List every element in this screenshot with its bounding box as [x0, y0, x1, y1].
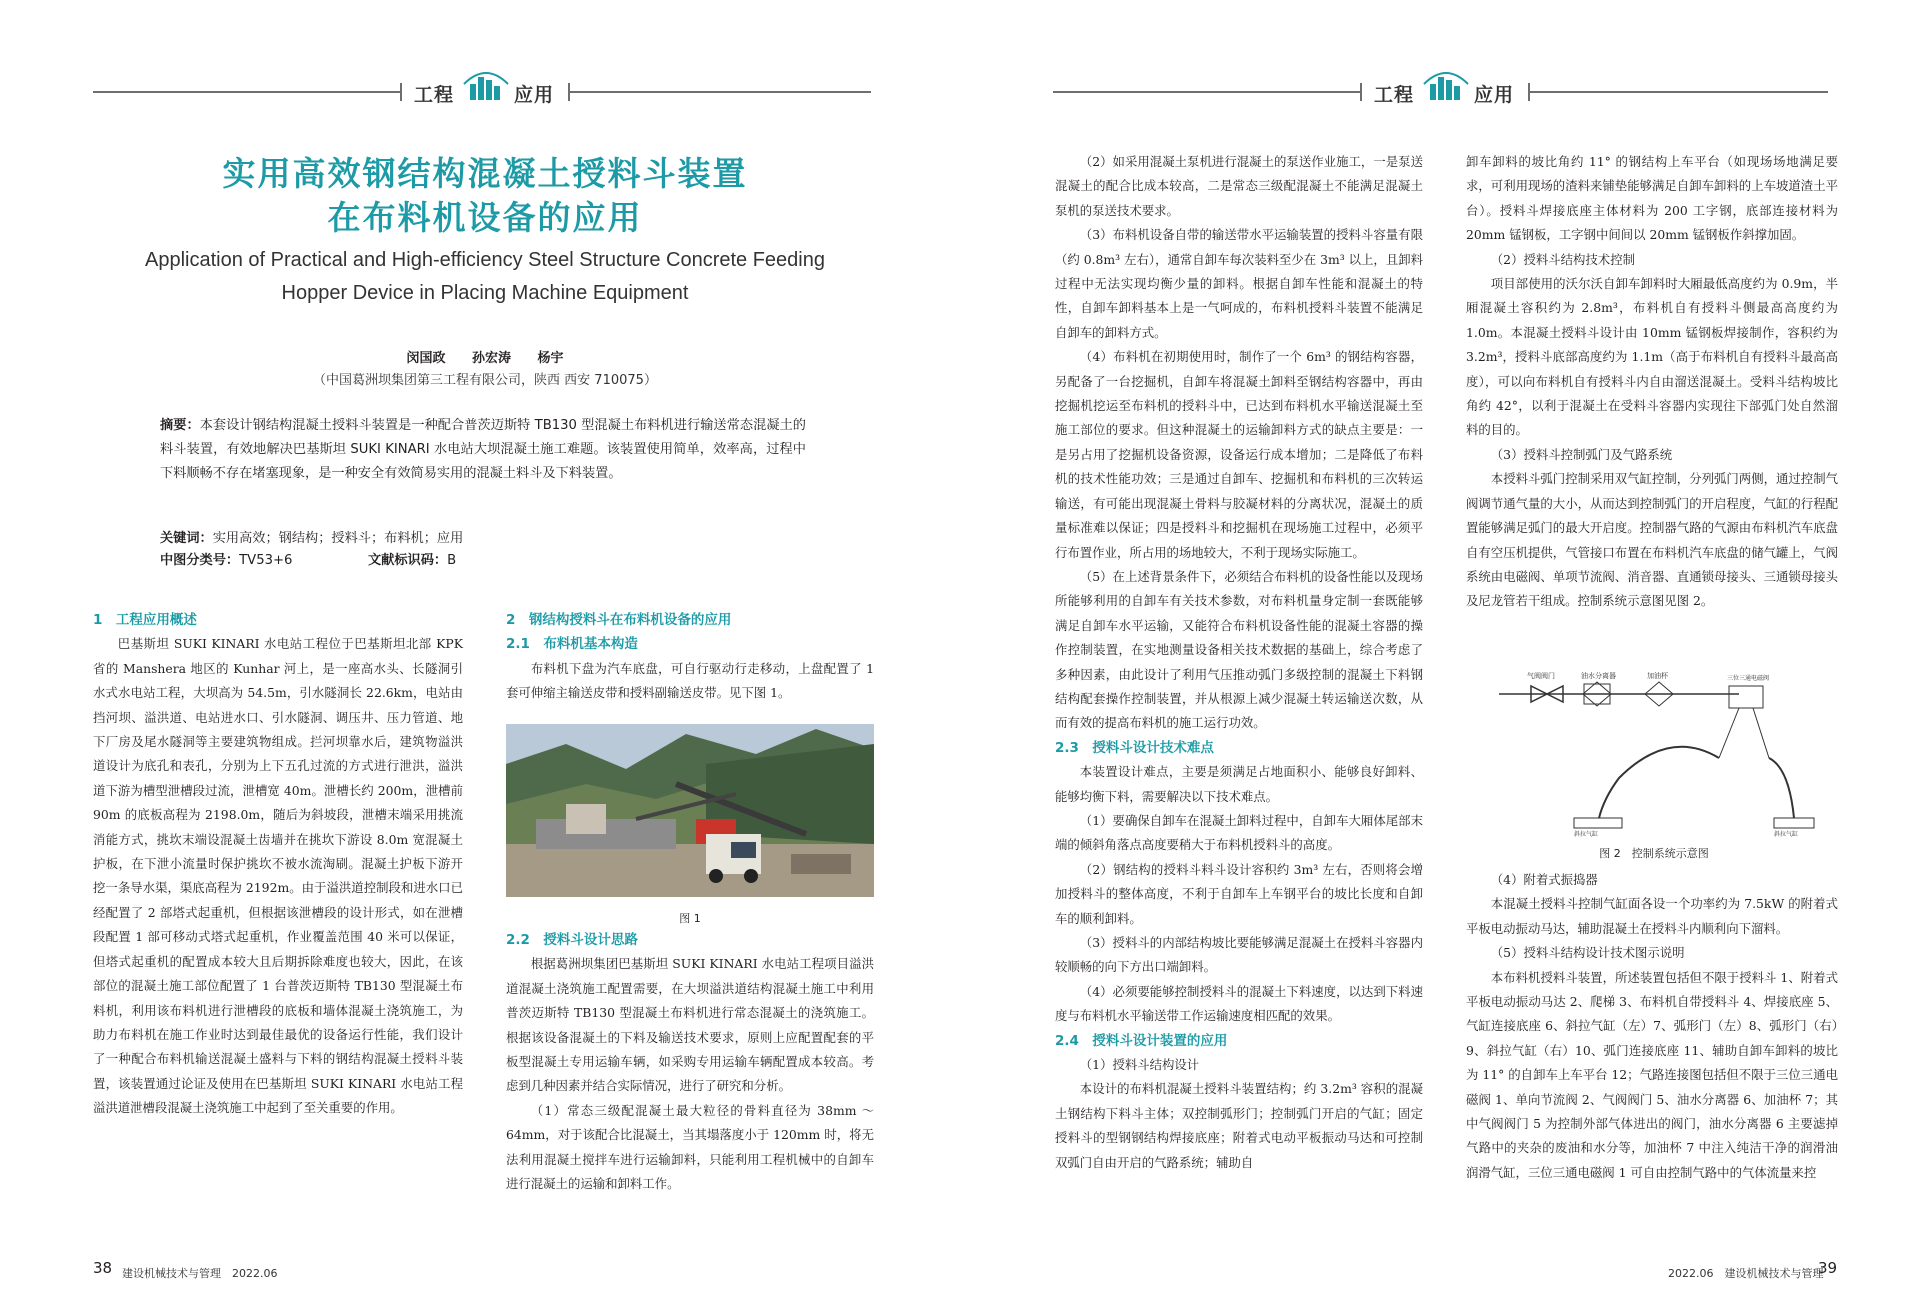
paragraph: （4）布料机在初期使用时，制作了一个 6m³ 的钢结构容器，另配备了一台挖掘机，自卸车将混凝土卸料至钢结构容器中，再由挖掘机挖运至布料机的授料斗中，已达到布料机水平输送混凝土至施工部位的要求。但这种混凝土的运输卸料方式的缺点主要是：一是另占用了挖掘机设备资源，设备运行成本增加；二是降低了布料机的技术性能功效；三是通过自卸车、挖掘机和布料机的三次转运输送，有可能出现混凝土骨料与胶凝材料的分离状况，混凝土的质量标准难以保证；四是授料斗和挖掘机在现场施工过程中，必须平行布置作业，所占用的场地较大，不利于现场实际施工。 [1055, 349, 1423, 560]
column-1 [93, 608, 463, 1121]
paragraph: 卸车卸料的坡比角约 11° 的钢结构上车平台（如现场场地满足要求，可利用现场的渣料来铺垫能够满足自卸车卸料的上车坡道渣土平台）。授料斗焊接底座主体材料为 200 工字钢，底部连接材料为 20mm 锰钢板，工字钢中间间以 20mm 锰钢板作斜撑加固。 [1466, 154, 1838, 243]
title-cn-line-1: 实用高效钢结构混凝土授料斗装置 [222, 154, 748, 193]
section-heading-1: 1 工程应用概述 [93, 612, 197, 628]
paragraph: 项目部使用的沃尔沃自卸车卸料时大厢最低高度约为 0.9m，半厢混凝土容积约为 2.8m³，布料机自有授料斗侧最高高度约为 1.0m。本混凝土授料斗设计由 10mm 锰钢板焊接制作，容积约为 3.2m³，授料斗底部高度约为 1.1m（高于布料机自有授料斗最高高度），可以向布料机自有授料斗内自由溜送混凝土。受料斗结构坡比角约 42°，以利于混凝土在受料斗容器内实现往下部弧门处自然溜料的目的。 [1466, 276, 1838, 438]
authors: 闵国政 孙宏涛 杨宇 [406, 351, 564, 366]
doc-value: B [447, 553, 457, 568]
paragraph: 本设计的布料机混凝土授料斗装置结构；约 3.2m³ 容积的混凝土钢结构下料斗主体；双控制弧形门；控制弧门开启的气缸；固定授料斗的型钢钢结构焊接底座；附着式电动平板振动马达和可控制双弧门自由开启的气路系统；辅助自 [1055, 1081, 1423, 1170]
paragraph: （1）授料斗结构设计 [1079, 1057, 1200, 1073]
header-tick [400, 83, 402, 101]
keywords-text: 实用高效；钢结构；授料斗；布料机；应用 [212, 531, 464, 546]
diagram-label: 加油杯 [1647, 672, 1668, 680]
paragraph: （4）附着式振捣器 [1490, 872, 1598, 887]
header-rule-left-a [93, 91, 400, 93]
column-3 [1055, 150, 1423, 1175]
paragraph: 巴基斯坦 SUKI KINARI 水电站工程位于巴基斯坦北部 KPK 省的 Manshera 地区的 Kunhar 河上，是一座高水头、长隧洞引水式水电站工程，大坝高为 54.5m，引水隧洞长 22.6km，电站由挡河坝、溢洪道、电站进水口、引水隧洞、调压井、压力管道、地下厂房及尾水隧洞等主要建筑物组成。拦河坝靠水后，建筑物溢洪道设计为底孔和表孔，分别为上下五孔过流的方式进行泄洪，溢洪道下游为槽型泄槽段过流，泄槽宽 40m。泄槽长约 200m，泄槽前 90m 的底板高程为 2198.0m，随后为斜坡段，泄槽末端采用挑流消能方式，挑坎末端设混凝土齿墙并在挑坎下游设 8.0m 宽混凝土护板，在下泄小流量时保护挑坎不被水流淘刷。混凝土护板下游开挖一条导水渠，渠底高程为 2192m。由于溢洪道控制段和进水口已经配置了 2 部塔式起重机，但根据该泄槽段的设计形式，如在泄槽段配置 1 部可移动式塔式起重机，作业覆盖范围 40 米可以保证，但塔式起重机的配置成本较大且后期拆除难度也较大，因此，在该部位的混凝土施工部位配置了 1 台普茨迈斯特 TB130 型混凝土布料机，利用该布料机进行泄槽段的底板和墙体混凝土浇筑施工，为助力布料机在施工作业时达到最佳最优的设备运行性能，我们设计了一种配合布料机输送混凝土盛料与下料的钢结构混凝土授料斗装置，该装置通过论证及使用在巴基斯坦 SUKI KINARI 水电站工程溢洪道泄槽段混凝土浇筑施工中起到了至关重要的作用。 [93, 636, 463, 1116]
title-cn-line-2: 在布料机设备的应用 [327, 198, 643, 237]
footer-right: 2022.06 建设机械技术与管理 [1668, 1267, 1824, 1280]
section-heading-2-4: 2.4 授料斗设计装置的应用 [1055, 1032, 1228, 1049]
paragraph: 本授料斗弧门控制采用双气缸控制，分列弧门两侧，通过控制气阀调节通气量的大小，从而达到控制弧门的开启程度，气缸的行程配置能够满足弧门的最大开启度。控制器气路的气源由布料机汽车底盘自有空压机提供，气管接口布置在布料机汽车底盘的储气罐上，气阀系统由电磁阀、单项节流阀、消音器、直通锁母接头、三通锁母接头及尼龙管若干组成。控制系统示意图见图 2。 [1466, 471, 1838, 609]
column-4-cont [1466, 868, 1838, 1185]
clc-number [160, 551, 292, 571]
header-rule-left-b [568, 91, 871, 93]
paragraph: （2）如采用混凝土泵机进行混凝土的泵送作业施工，一是泵送混凝土的配合比成本较高，二是常态三级配混凝土不能满足混凝土泵机的泵送技术要求。 [1055, 154, 1423, 218]
control-system-diagram [1489, 668, 1819, 838]
abstract [160, 414, 806, 486]
keywords-label: 关键词： [160, 531, 213, 546]
paragraph: 本混凝土授料斗控制气缸面各设一个功率约为 7.5kW 的附着式平板电动振动马达，辅助混凝土在授料斗内顺利向下溜料。 [1466, 896, 1838, 936]
column-2-cont [506, 928, 874, 1196]
keywords [160, 529, 463, 549]
footer-left: 建设机械技术与管理 2022.06 [122, 1267, 278, 1280]
clc-label: 中图分类号： [160, 553, 240, 568]
paragraph: （3）布料机设备自带的输送带水平运输装置的授料斗容量有限（约 0.8m³ 左右），通常自卸车每次装料至少在 3m³ 以上，且卸料过程中无法实现均衡少量的卸料。根据自卸车性能和混凝土的特性，自卸车卸料基本上是一气呵成的，布料机授料斗装置不能满足自卸车的卸料方式。 [1055, 227, 1423, 340]
paragraph: （3）授料斗控制弧门及气路系统 [1490, 446, 1673, 462]
paragraph: （4）必须要能够控制授料斗的混凝土下料速度，以达到下料速度与布料机水平输送带工作运输速度相匹配的效果。 [1055, 983, 1423, 1024]
column-4 [1466, 150, 1838, 614]
paragraph: 本布料机授料斗装置，所述装置包括但不限于授料斗 1、附着式平板电动振动马达 2、爬梯 3、布料机自带授料斗 4、焊接底座 5、气缸连接底座 6、斜拉气缸（左）7、弧形门（左）8、弧形门（右）9、斜拉气缸（右）10、弧门连接底座 11、辅助自卸车卸料的坡比为 11° 的自卸车上车平台 12；气路连接图包括但不限于三位三通电磁阀 1、单向节流阀 2、气阀阀门 5、油水分离器 6、加油杯 7；其中气阀阀门 5 为控制外部气体进出的阀门，油水分离器 6 主要滤掉气路中的夹杂的废油和水分等，加油杯 7 中注入纯洁干净的润滑油润滑气缸，三位三通电磁阀 1 可自由控制气路中的气体流量来控 [1466, 969, 1838, 1180]
diagram-label: 斜拉气缸 [1774, 831, 1799, 838]
header-tick [1360, 83, 1362, 101]
header-label-left-b: 应用 [514, 84, 555, 106]
paragraph: （3）授料斗的内部结构坡比要能够满足混凝土在授料斗容器内较顺畅的向下方出口端卸料。 [1055, 935, 1423, 975]
doc-label: 文献标识码： [368, 553, 448, 568]
header-label-left-a: 工程 [414, 84, 455, 106]
section-heading-2-3: 2.3 授料斗设计技术难点 [1055, 739, 1214, 756]
diagram-label: 油水分离器 [1581, 672, 1616, 680]
diagram-label: 气阀阀门 [1527, 672, 1555, 680]
header-rule-right-b [1528, 91, 1828, 93]
paragraph: 本装置设计难点，主要是须满足占地面积小、能够良好卸料、能够均衡下料，需要解决以下技术难点。 [1055, 764, 1423, 804]
paragraph: （5）在上述背景条件下，必须结合布料机的设备性能以及现场所能够利用的自卸车有关技术参数，对布料机量身定制一套既能够满足自卸车水平运输，又能符合布料机设备性能的混凝土容器的操作控制装置，在实地测量设备相关技术数据的基础上，综合考虑了多种因素，由此设计了利用气压推动弧门多级控制的混凝土下料钢结构配套操作控制装置，并从根源上减少混凝土转运输送次数，从而有效的提高布料机的施工运行功效。 [1055, 568, 1423, 731]
paragraph: （1）常态三级配混凝土最大粒径的骨料直径为 38mm ～ 64mm，对于该配合比混凝土，当其塌落度小于 120mm 时，将无法利用混凝土搅拌车进行运输卸料，只能利用工程机械中的自卸车进行混凝土的运输和卸料工作。 [506, 1102, 874, 1192]
abstract-label: 摘要： [160, 418, 200, 433]
section-heading-2: 2 钢结构授料斗在布料机设备的应用 [506, 612, 732, 628]
city-skyline-icon [460, 60, 512, 104]
header-label-right-a: 工程 [1374, 84, 1415, 106]
doc-code [368, 551, 456, 571]
paragraph: （2）钢结构的授料斗料斗设计容积约 3m³ 左右，否则将会增加授料斗的整体高度，不利于自卸车上车钢平台的坡比长度和自卸车的顺利卸料。 [1055, 861, 1423, 926]
paragraph: （2）授料斗结构技术控制 [1490, 251, 1635, 267]
city-skyline-icon [1420, 60, 1472, 104]
paragraph: 根据葛洲坝集团巴基斯坦 SUKI KINARI 水电站工程项目溢洪道混凝土浇筑施工配置需要，在大坝溢洪道结构混凝土施工中利用普茨迈斯特 TB130 型混凝土布料机进行常态混凝土的浇筑施工。根据该设备混凝土的下料及输送技术要求，原则上应配置配套的平板型混凝土专用运输车辆，如采购专用运输车辆配置成本较高。考虑到几种因素并结合实际情况，进行了研究和分析。 [506, 956, 874, 1094]
paragraph: （1）要确保自卸车在混凝土卸料过程中，自卸车大厢体尾部末端的倾斜角落点高度要稍大于布料机授料斗的高度。 [1055, 812, 1423, 853]
column-2 [506, 608, 874, 706]
page-number-right: 39 [1818, 1259, 1838, 1277]
placing-machine-photo [506, 724, 874, 897]
affiliation: （中国葛洲坝集团第三工程有限公司，陕西 西安 710075） [313, 373, 657, 388]
paragraph: 布料机下盘为汽车底盘，可自行驱动行走移动，上盘配置了 1 套可伸缩主输送皮带和授料副输送皮带。见下图 1。 [506, 660, 874, 701]
title-en-line-1: Application of Practical and High-efficiency Steel Structure Concrete Feeding [145, 249, 825, 271]
abstract-text: 本套设计钢结构混凝土授料斗装置是一种配合普茨迈斯特 TB130 型混凝土布料机进行输送常态混凝土的料斗装置，有效地解决巴基斯坦 SUKI KINARI 水电站大坝混凝土施工难题。该装置使用简单，效率高，过程中下料顺畅不存在堵塞现象，是一种安全有效简易实用的混凝土料斗及下料装置。 [160, 418, 806, 481]
section-heading-2-1: 2.1 布料机基本构造 [506, 636, 638, 653]
title-en-line-2: Hopper Device in Placing Machine Equipment [281, 282, 689, 304]
diagram-label: 斜拉气缸 [1574, 831, 1599, 838]
section-heading-2-2: 2.2 授料斗设计思路 [506, 932, 638, 948]
figure-1-caption: 图 1 [679, 912, 701, 925]
diagram-label: 三位三通电磁阀 [1727, 675, 1770, 682]
figure-2-caption: 图 2 控制系统示意图 [1599, 847, 1709, 860]
header-label-right-b: 应用 [1474, 84, 1515, 106]
clc-value: TV53+6 [239, 553, 293, 568]
paragraph: （5）授料斗结构设计技术图示说明 [1490, 945, 1685, 961]
header-rule-right-a [1053, 91, 1360, 93]
page-number-left: 38 [93, 1259, 113, 1277]
